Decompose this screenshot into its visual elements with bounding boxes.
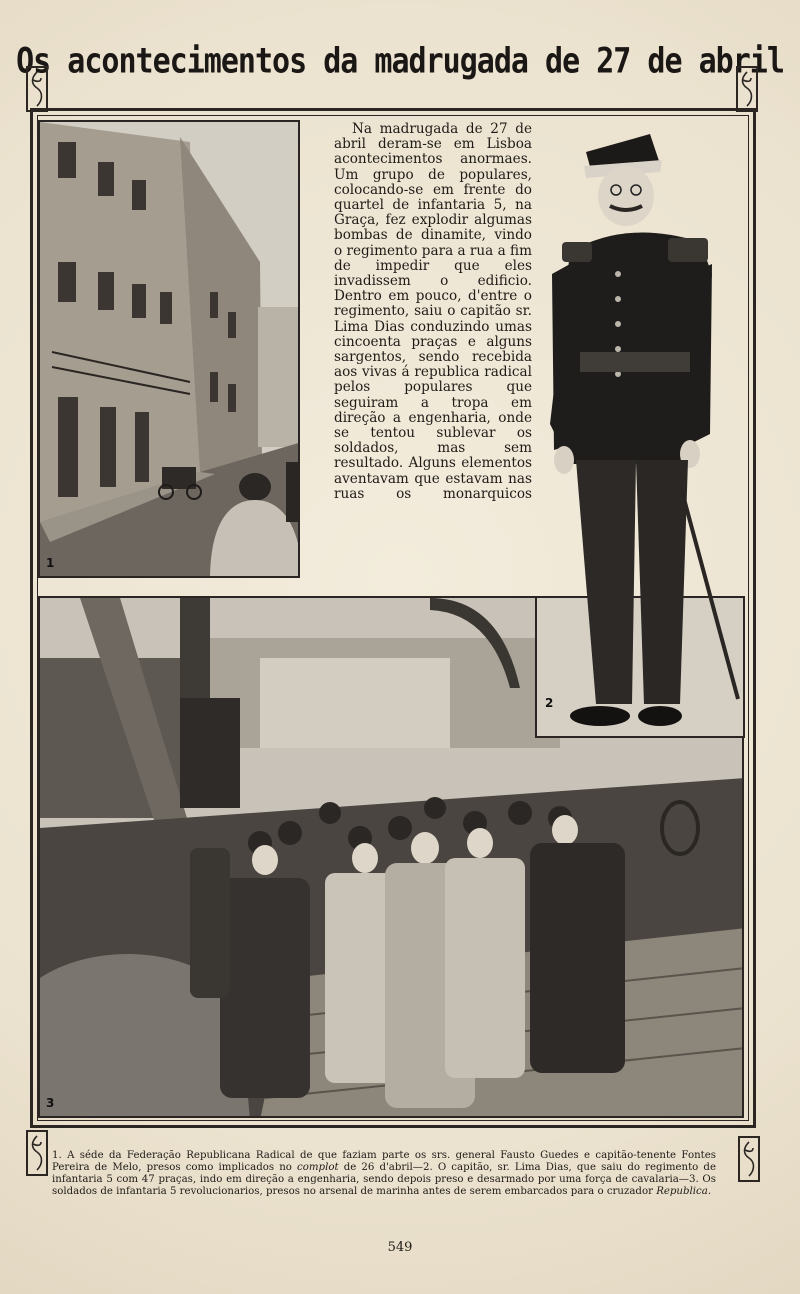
caption-text-1: 1. A séde da Federação Republicana Radical de que faziam parte os srs. general Fausto Guedes e capitão-tenente Fontes Pereira de Melo, presos como implicados no xyxy=(52,1150,716,1173)
photo-number: 2 xyxy=(545,696,554,710)
page-number: 549 xyxy=(387,1240,413,1255)
photo-number: 1 xyxy=(46,556,55,570)
photo-captain-lima-dias xyxy=(540,124,750,734)
corner-ornament-icon xyxy=(26,1130,48,1176)
caption-italic-republica: Republica xyxy=(656,1186,708,1197)
corner-ornament-icon xyxy=(738,1136,760,1182)
corner-ornament-icon xyxy=(26,66,48,112)
page-title: Os acontecimentos da madrugada de 27 de abril xyxy=(16,41,784,82)
article-paragraph: Na madrugada de 27 de abril deram-se em Lisboa acontecimentos anormaes. Um grupo de populares, colocando-se em frente do quartel de infantaria 5, na Graça, fez explodir algumas bombas de dinamite, vindo o regimento para a rua a fim de impedir que eles invadissem o edificio. Dentro em pouco, d'entre o regimento, saiu o capitão sr. Lima Dias conduzindo umas cincoenta praças e alguns sargentos, sendo recebida aos vivas á republica radical pelos populares que seguiram a tropa em direção a engenharia, onde se tentou sublevar os soldados, mas sem resultado. Alguns elementos aventavam que estavam nas ruas os monarquicos xyxy=(334,121,532,502)
caption-text-2: de 26 d'abril—2. O capitão, sr. Lima Dias, que saiu do regimento de infantaria 5 com 47 praças, indo em direção a engenharia, sendo depois preso e desarmado por uma força de cavalaria—3. Os soldados de infantaria 5 revolucionarios, presos no arsenal de marinha antes de serem embarcados para o cruzador xyxy=(52,1162,716,1197)
caption-text-3: . xyxy=(707,1186,712,1197)
street-illustration xyxy=(40,122,300,578)
photo-number: 3 xyxy=(46,1096,55,1110)
caption-italic-complot: complot xyxy=(297,1162,339,1173)
photo-caption xyxy=(52,1150,716,1198)
corner-ornament-icon xyxy=(736,66,758,112)
photo-federation-building xyxy=(38,120,300,578)
article-body xyxy=(334,122,532,502)
